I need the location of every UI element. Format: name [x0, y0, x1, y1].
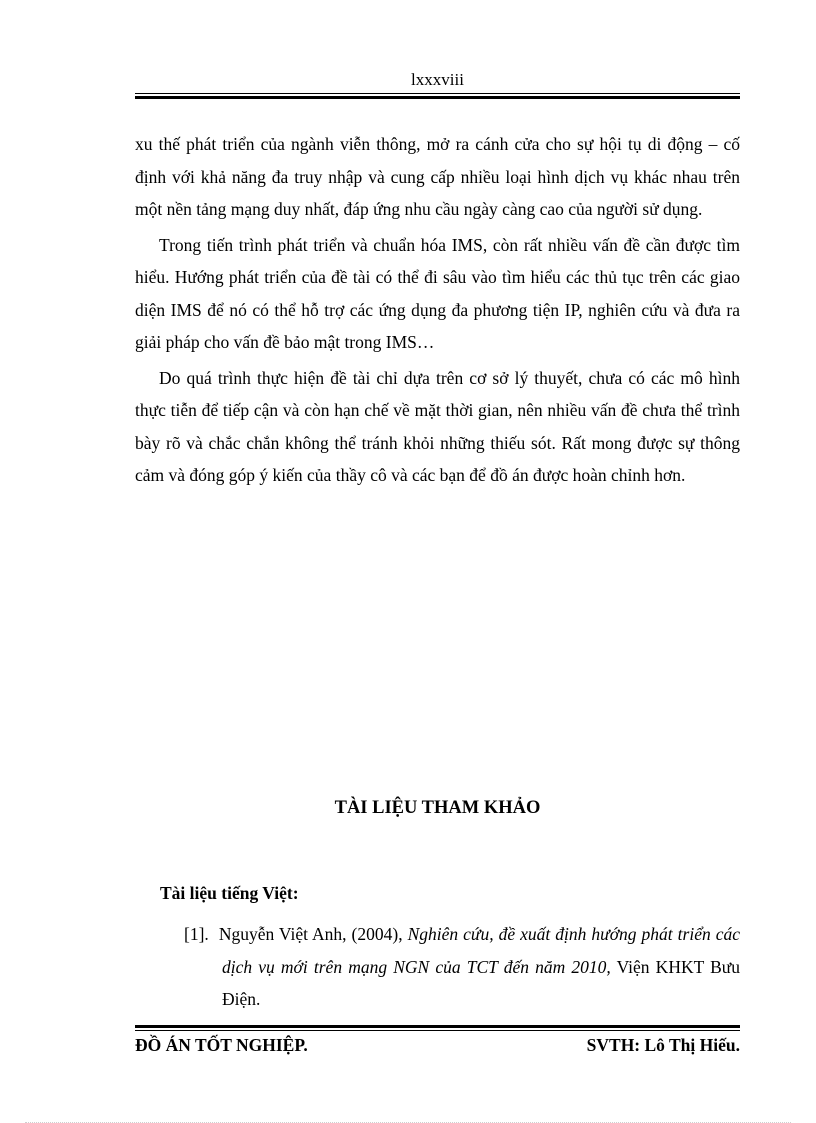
header-rule-thin — [135, 93, 740, 94]
references-subheading: Tài liệu tiếng Việt: — [160, 883, 299, 903]
page-number: lxxxviii — [411, 70, 464, 89]
footer-left-text: ĐỒ ÁN TỐT NGHIỆP. — [135, 1035, 308, 1055]
reference-item-1 — [184, 918, 740, 1016]
footer-right-text: SVTH: Lô Thị Hiếu. — [586, 1035, 740, 1055]
reference-author: Nguyễn Việt Anh, (2004), — [218, 924, 403, 944]
body-text — [135, 128, 740, 495]
reference-number: [1]. — [184, 924, 209, 944]
footer-rule-thick — [135, 1025, 740, 1028]
paragraph-2: Trong tiến trình phát triển và chuẩn hóa IMS, còn rất nhiều vấn đề cần được tìm hiểu. Hướng phát triển của đề tài có thể đi sâu vào tìm hiểu các thủ tục trên các giao diện IMS để nó có thể hỗ trợ các ứng dụng đa phương tiện IP, nghiên cứu và đưa ra giải pháp cho vấn đề bảo mật trong IMS… — [135, 234, 740, 352]
header-rule-thick — [135, 96, 740, 99]
paragraph-3: Do quá trình thực hiện đề tài chỉ dựa trên cơ sở lý thuyết, chưa có các mô hình thực tiễn để tiếp cận và còn hạn chế về mặt thời gian, nên nhiều vấn đề chưa thể trình bày rõ và chắc chắn không thể tránh khỏi những thiếu sót. Rất mong được sự thông cảm và đóng góp ý kiến của thầy cô và các bạn để đồ án được hoàn chỉnh hơn. — [135, 367, 740, 485]
reference-publisher: Viện KHKT Bưu Điện. — [222, 956, 741, 1009]
footer-rule-thin — [135, 1030, 740, 1031]
reference-title: Nghiên cứu, đề xuất định hướng phát triển các dịch vụ mới trên mạng NGN của TCT đến năm 2010, — [222, 924, 741, 977]
references-title: TÀI LIỆU THAM KHẢO — [334, 798, 541, 818]
paragraph-1: xu thế phát triển của ngành viễn thông, mở ra cánh cửa cho sự hội tụ di động – cố định với khả năng đa truy nhập và cung cấp nhiều loại hình dịch vụ khác nhau trên một nền tảng mạng duy nhất, đáp ứng nhu cầu ngày càng cao của người sử dụng. — [135, 134, 740, 219]
